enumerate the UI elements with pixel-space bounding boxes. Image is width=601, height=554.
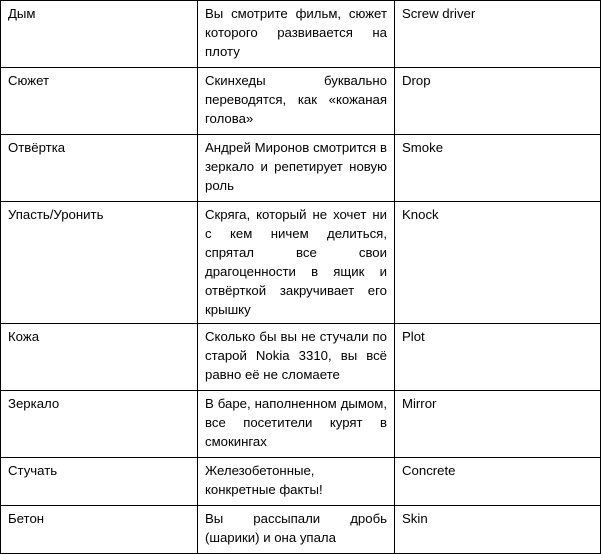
sentence-cell: Скинхеды буквально переводятся, как «кожаная голова»: [198, 68, 395, 135]
word-cell: Дым: [1, 1, 198, 68]
sentence-cell: Вы смотрите фильм, сюжет которого развивается на плоту: [198, 1, 395, 68]
table-row: [1, 202, 601, 324]
table-row: [1, 68, 601, 135]
translation-cell: Drop: [395, 68, 601, 135]
word-cell: Стучать: [1, 458, 198, 506]
translation-cell: Mirror: [395, 391, 601, 458]
table-row: [1, 324, 601, 391]
translation-cell: Plot: [395, 324, 601, 391]
sentence-cell: Сколько бы вы не стучали по старой Nokia 3310, вы всё равно её не сломаете: [198, 324, 395, 391]
sentence-cell: В баре, наполненном дымом, все посетители курят в смокингах: [198, 391, 395, 458]
sentence-cell: Железобетонные, конкретные факты!: [198, 458, 395, 506]
table-row: [1, 135, 601, 202]
table-row: [1, 506, 601, 554]
word-cell: Упасть/Уронить: [1, 202, 198, 324]
word-cell: Зеркало: [1, 391, 198, 458]
word-cell: Отвёртка: [1, 135, 198, 202]
translation-cell: Concrete: [395, 458, 601, 506]
translation-cell: Screw driver: [395, 1, 601, 68]
table-row: [1, 1, 601, 68]
word-cell: Сюжет: [1, 68, 198, 135]
sentence-cell: Скряга, который не хочет ни с кем ничем делиться, спрятал все свои драгоценности в ящик и отвёрткой закручивает его крышку: [198, 202, 395, 324]
table-row: [1, 391, 601, 458]
translation-cell: Skin: [395, 506, 601, 554]
word-cell: Кожа: [1, 324, 198, 391]
sentence-cell: Вы рассыпали дробь (шарики) и она упала: [198, 506, 395, 554]
translation-cell: Knock: [395, 202, 601, 324]
table-row: [1, 458, 601, 506]
word-cell: Бетон: [1, 506, 198, 554]
sentence-cell: Андрей Миронов смотрится в зеркало и репетирует новую роль: [198, 135, 395, 202]
translation-cell: Smoke: [395, 135, 601, 202]
